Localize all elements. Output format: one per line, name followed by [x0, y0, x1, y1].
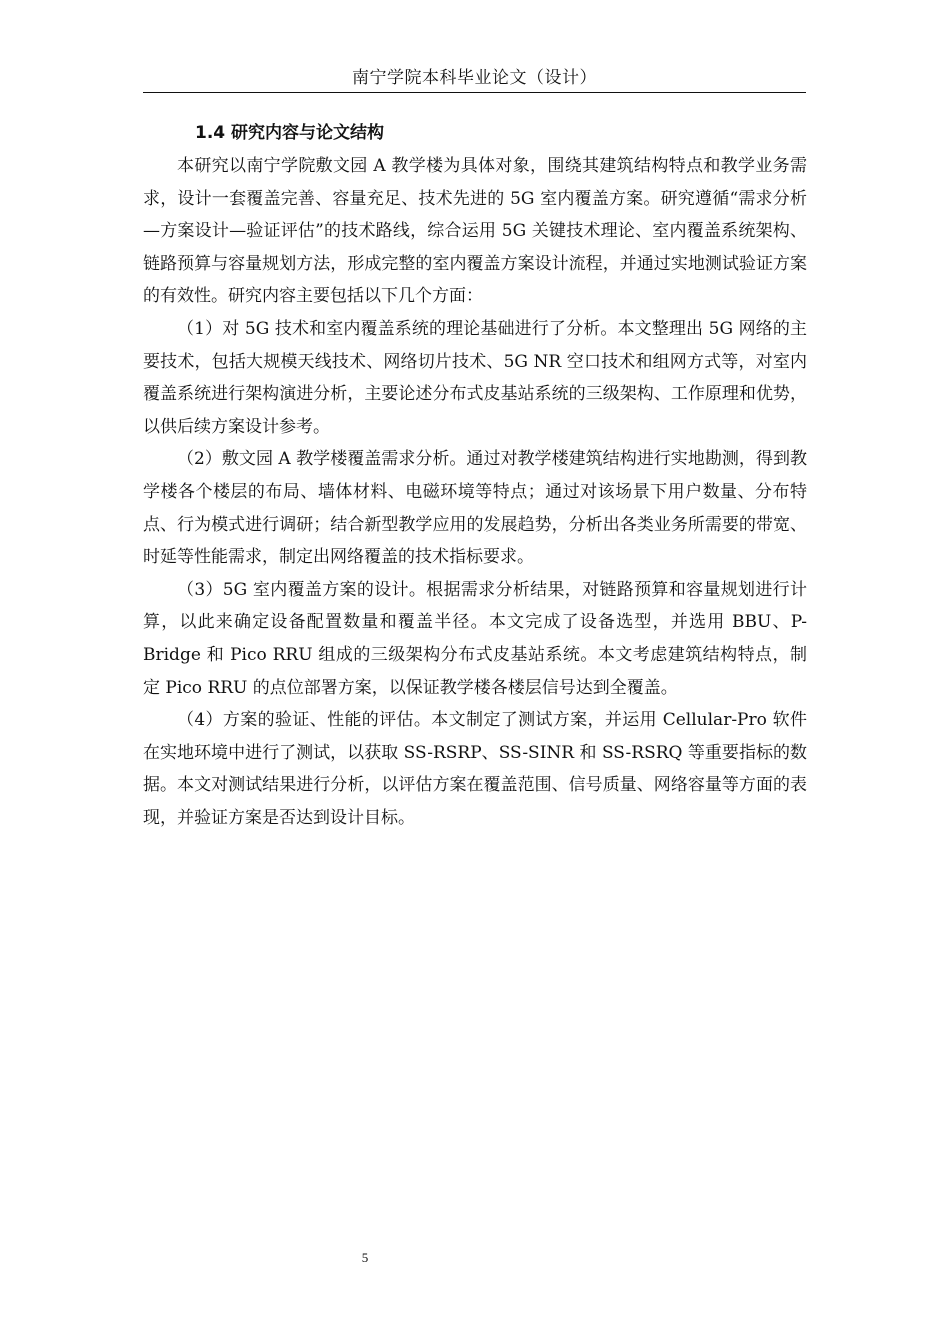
page-header: [143, 64, 806, 93]
header-title: 南宁学院本科毕业论文（设计）: [352, 68, 597, 88]
paragraph-intro: 本研究以南宁学院敷文园 A 教学楼为具体对象，围绕其建筑结构特点和教学业务需求，设计一套覆盖完善、容量充足、技术先进的 5G 室内覆盖方案。研究遵循“需求分析—方案设计—验证评估”的技术路线，综合运用 5G 关键技术理论、室内覆盖系统架构、链路预算与容量规划方法，形成完整的室内覆盖方案设计流程，并通过实地测试验证方案的有效性。研究内容主要包括以下几个方面：: [143, 156, 807, 307]
page-number: 5: [361, 1250, 369, 1265]
paragraph-item-3: （3）5G 室内覆盖方案的设计。根据需求分析结果，对链路预算和容量规划进行计算，以此来确定设备配置数量和覆盖半径。本文完成了设备选型，并选用 BBU、P-Bridge 和 Pico RRU 组成的三级架构分布式皮基站系统。本文考虑建筑结构特点，制定 Pico RRU 的点位部署方案，以保证教学楼各楼层信号达到全覆盖。: [143, 579, 807, 698]
paragraph-item-2: （2）敷文园 A 教学楼覆盖需求分析。通过对教学楼建筑结构进行实地勘测，得到教学楼各个楼层的布局、墙体材料、电磁环境等特点；通过对该场景下用户数量、分布特点、行为模式进行调研；结合新型教学应用的发展趋势，分析出各类业务所需要的带宽、时延等性能需求，制定出网络覆盖的技术指标要求。: [143, 449, 807, 568]
section-heading: 1.4 研究内容与论文结构: [195, 123, 385, 143]
body-text: [143, 150, 807, 834]
paragraph-item-4: （4）方案的验证、性能的评估。本文制定了测试方案，并运用 Cellular-Pro 软件在实地环境中进行了测试，以获取 SS-RSRP、SS-SINR 和 SS-RSRQ 等重要指标的数据。本文对测试结果进行分析，以评估方案在覆盖范围、信号质量、网络容量等方面的表现，并验证方案是否达到设计目标。: [143, 710, 807, 828]
paragraph-item-1: （1）对 5G 技术和室内覆盖系统的理论基础进行了分析。本文整理出 5G 网络的主要技术，包括大规模天线技术、网络切片技术、5G NR 空口技术和组网方式等，对室内覆盖系统进行架构演进分析，主要论述分布式皮基站系统的三级架构、工作原理和优势，以供后续方案设计参考。: [143, 318, 807, 437]
